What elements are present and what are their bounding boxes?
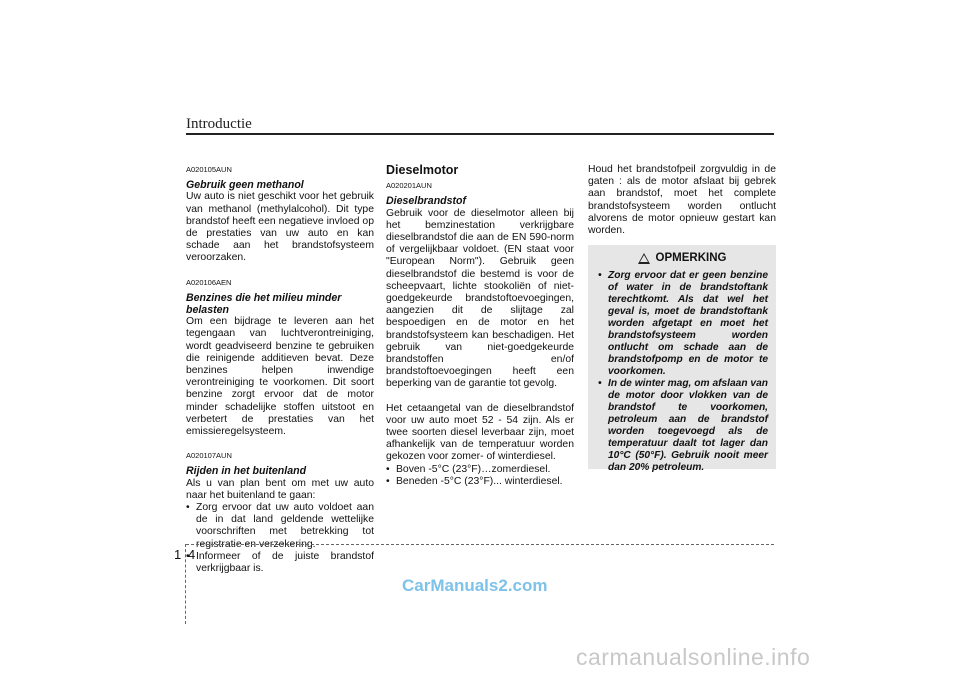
section-text-diesel-1: Gebruik voor de dieselmotor alleen bij het bemzinestation verkrijgbare dieselbrandstof die aan de EN 590-norm of vergelijkbaar voldoet. (EN staat voor "European Norm"). Gebruik geen dieselbrandstof die bestemd is voor de scheepvaart, lichte stookoliën of niet-goedgekeurde brandstoftoevoegingen, aangezien dit de slijtage zal bespoedigen en de motor en het brandstofsysteem kan beschadigen. Het gebruik van niet-goedgekeurde brandstoffen en/of brandstoftoevoegingen heeft een beperking van de garantie tot gevolg. <box>386 207 574 390</box>
note-box <box>588 245 776 473</box>
note-title: OPMERKING <box>655 252 727 264</box>
footer-rule <box>186 544 774 545</box>
section-text-benzines: Om een bijdrage te leveren aan het tegengaan van luchtverontreiniging, wordt geadviseerd benzine te gebruiken die reinigende additieven bevat. Deze benzines helpen inwendige verontreiniging te voorkomen. Dit soort benzine zorgt ervoor dat de motor minder schadelijke stoffen uitstoot en verbetert de prestaties van het emissieregelsysteem. <box>186 316 374 438</box>
column-middle <box>386 164 574 488</box>
section-heading-buitenland: Rijden in het buitenland <box>186 465 307 478</box>
note-item: • In de winter mag, om afslaan van de motor door vlokken van de brandstof te voorkomen, petroleum aan de brandstof worden toegevoegd als de temperatuur daalt tot lager dan 10°C (50°F). Gebruik nooit meer dan 20% petroleum. <box>598 378 768 474</box>
section-text-diesel-2: Het cetaangetal van de dieselbrandstof voor uw auto moet 52 - 54 zijn. Als er twee soorten diesel leverbaar zijn, moet afhankelijk van de temperatuur worden gekozen voor zomer- of winterdiesel. <box>386 402 574 463</box>
list-item: • Beneden -5°C (23°F)... winterdiesel. <box>386 476 574 488</box>
bullet-list <box>186 502 374 575</box>
section-heading-dieselbrandstof: Dieselbrandstof <box>386 195 467 208</box>
column-right <box>588 164 776 237</box>
list-item: • Informeer of de juiste brandstof verkrijgbaar is. <box>186 551 374 575</box>
section-code: A020107AUN <box>186 451 232 461</box>
watermark-carmanualsonline: carmanualsonline.info <box>576 644 811 670</box>
note-header <box>588 252 776 264</box>
list-item: • Zorg ervoor dat uw auto voldoet aan de in dat land geldende wettelijke voorschriften met betrekking tot registratie en verzekering. <box>186 502 374 551</box>
section-title-dieselmotor: Dieselmotor <box>386 163 459 177</box>
warning-icon <box>638 253 650 264</box>
watermark-carmanuals2: CarManuals2.com <box>402 576 548 595</box>
section-text-brandstofpeil: Houd het brandstofpeil zorgvuldig in de gaten : als de motor afslaat bij gebrek aan brandstof, moet het complete brandstofsysteem worden ontlucht alvorens de motor opnieuw gestart kan worden. <box>588 164 776 237</box>
section-code: A020105AUN <box>186 165 232 174</box>
section-heading-methanol: Gebruik geen methanol <box>186 179 304 192</box>
list-item: • Boven -5°C (23°F)…zomerdiesel. <box>386 464 574 476</box>
section-text-buitenland: Als u van plan bent om met uw auto naar het buitenland te gaan: <box>186 477 374 501</box>
section-code: A020106AEN <box>186 277 232 287</box>
chapter-number: 1 <box>174 547 182 562</box>
section-text-methanol: Uw auto is niet geschikt voor het gebruik van methanol (methylalcohol). Dit type brandstof heeft een negatieve invloed op de prestaties van uw auto en kan schade aan het brandstofsysteem veroorzaken. <box>186 191 374 264</box>
page-number: 4 <box>188 547 196 562</box>
page-header-title: Introductie <box>186 116 252 132</box>
note-list <box>598 270 768 474</box>
note-item: • Zorg ervoor dat er geen benzine of water in de brandstoftank terechtkomt. Als dat wel het geval is, moet de brandstoftank worden afgetapt en moet het brandstofsysteem worden ontlucht om schade aan de brandstofpomp en de motor te voorkomen. <box>598 270 768 378</box>
footer-vertical-rule <box>185 544 186 624</box>
section-heading-benzines: Benzines die het milieu minder belasten <box>186 291 342 317</box>
header-rule <box>186 133 774 135</box>
section-code: A020201AUN <box>386 181 432 191</box>
bullet-list <box>386 464 574 488</box>
column-left <box>186 164 374 575</box>
